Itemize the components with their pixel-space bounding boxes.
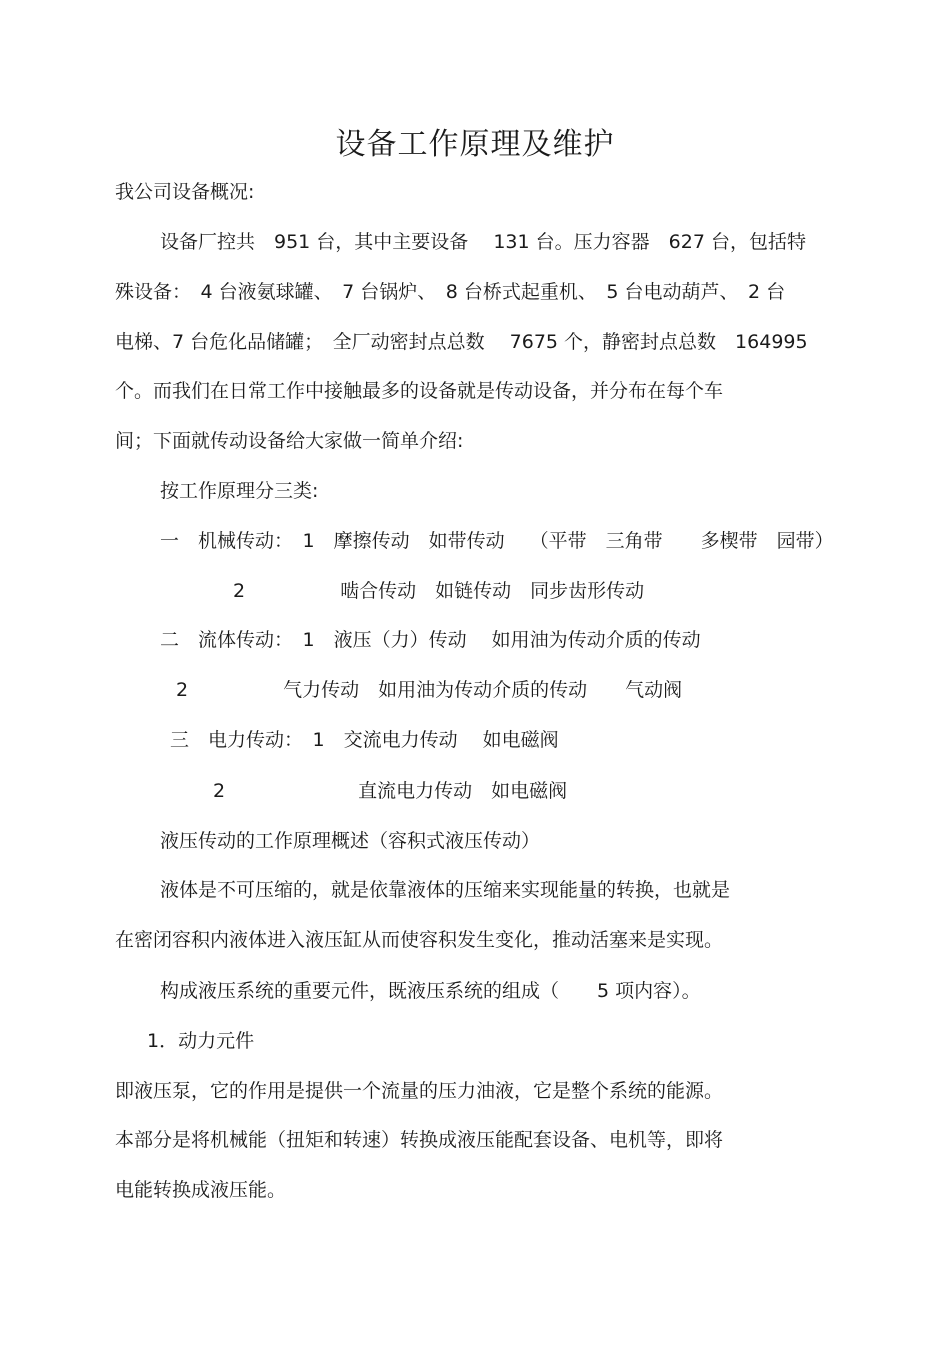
paragraph-line: 间；下面就传动设备给大家做一简单介绍: — [115, 430, 464, 452]
paragraph-line: 按工作原理分三类: — [160, 480, 319, 502]
paragraph-line: 个。而我们在日常工作中接触最多的设备就是传动设备，并分布在每个车 — [115, 380, 724, 402]
paragraph-line: 本部分是将机械能（扭矩和转速）转换成液压能配套设备、电机等，即将 — [115, 1129, 724, 1151]
paragraph-line: 电梯、7 台危化品储罐； 全厂动密封点总数 7675 个，静密封点总数 164995 — [115, 331, 808, 353]
document-title: 设备工作原理及维护 — [335, 127, 615, 162]
paragraph-line: 即液压泵，它的作用是提供一个流量的压力油液，它是整个系统的能源。 — [115, 1080, 724, 1102]
paragraph-line: 液体是不可压缩的，就是依靠液体的压缩来实现能量的转换，也就是 — [160, 879, 731, 901]
paragraph-line: 电能转换成液压能。 — [115, 1179, 287, 1201]
paragraph-line: 2 气力传动 如用油为传动介质的传动 气动阀 — [176, 679, 683, 701]
paragraph-line: 液压传动的工作原理概述（容积式液压传动） — [160, 830, 541, 852]
paragraph-line: 2 直流电力传动 如电磁阀 — [213, 780, 568, 802]
paragraph-line: 设备厂控共 951 台，其中主要设备 131 台。压力容器 627 台，包括特 — [160, 231, 806, 253]
paragraph-line: 1．动力元件 — [147, 1030, 255, 1052]
paragraph-line: 构成液压系统的重要元件，既液压系统的组成（ 5 项内容）。 — [160, 980, 701, 1002]
paragraph-line: 殊设备： 4 台液氨球罐、 7 台锅炉、 8 台桥式起重机、 5 台电动葫芦、 2 台 — [115, 281, 786, 303]
paragraph-line: 一 机械传动： 1 摩擦传动 如带传动 （平带 三角带 多楔带 园带） — [160, 530, 834, 552]
paragraph-line: 在密闭容积内液体进入液压缸从而使容积发生变化，推动活塞来是实现。 — [115, 929, 724, 951]
paragraph-line: 二 流体传动： 1 液压（力）传动 如用油为传动介质的传动 — [160, 629, 701, 651]
paragraph-line: 2 啮合传动 如链传动 同步齿形传动 — [233, 580, 645, 602]
paragraph-line: 三 电力传动： 1 交流电力传动 如电磁阀 — [170, 729, 559, 751]
paragraph-line: 我公司设备概况: — [115, 181, 255, 203]
